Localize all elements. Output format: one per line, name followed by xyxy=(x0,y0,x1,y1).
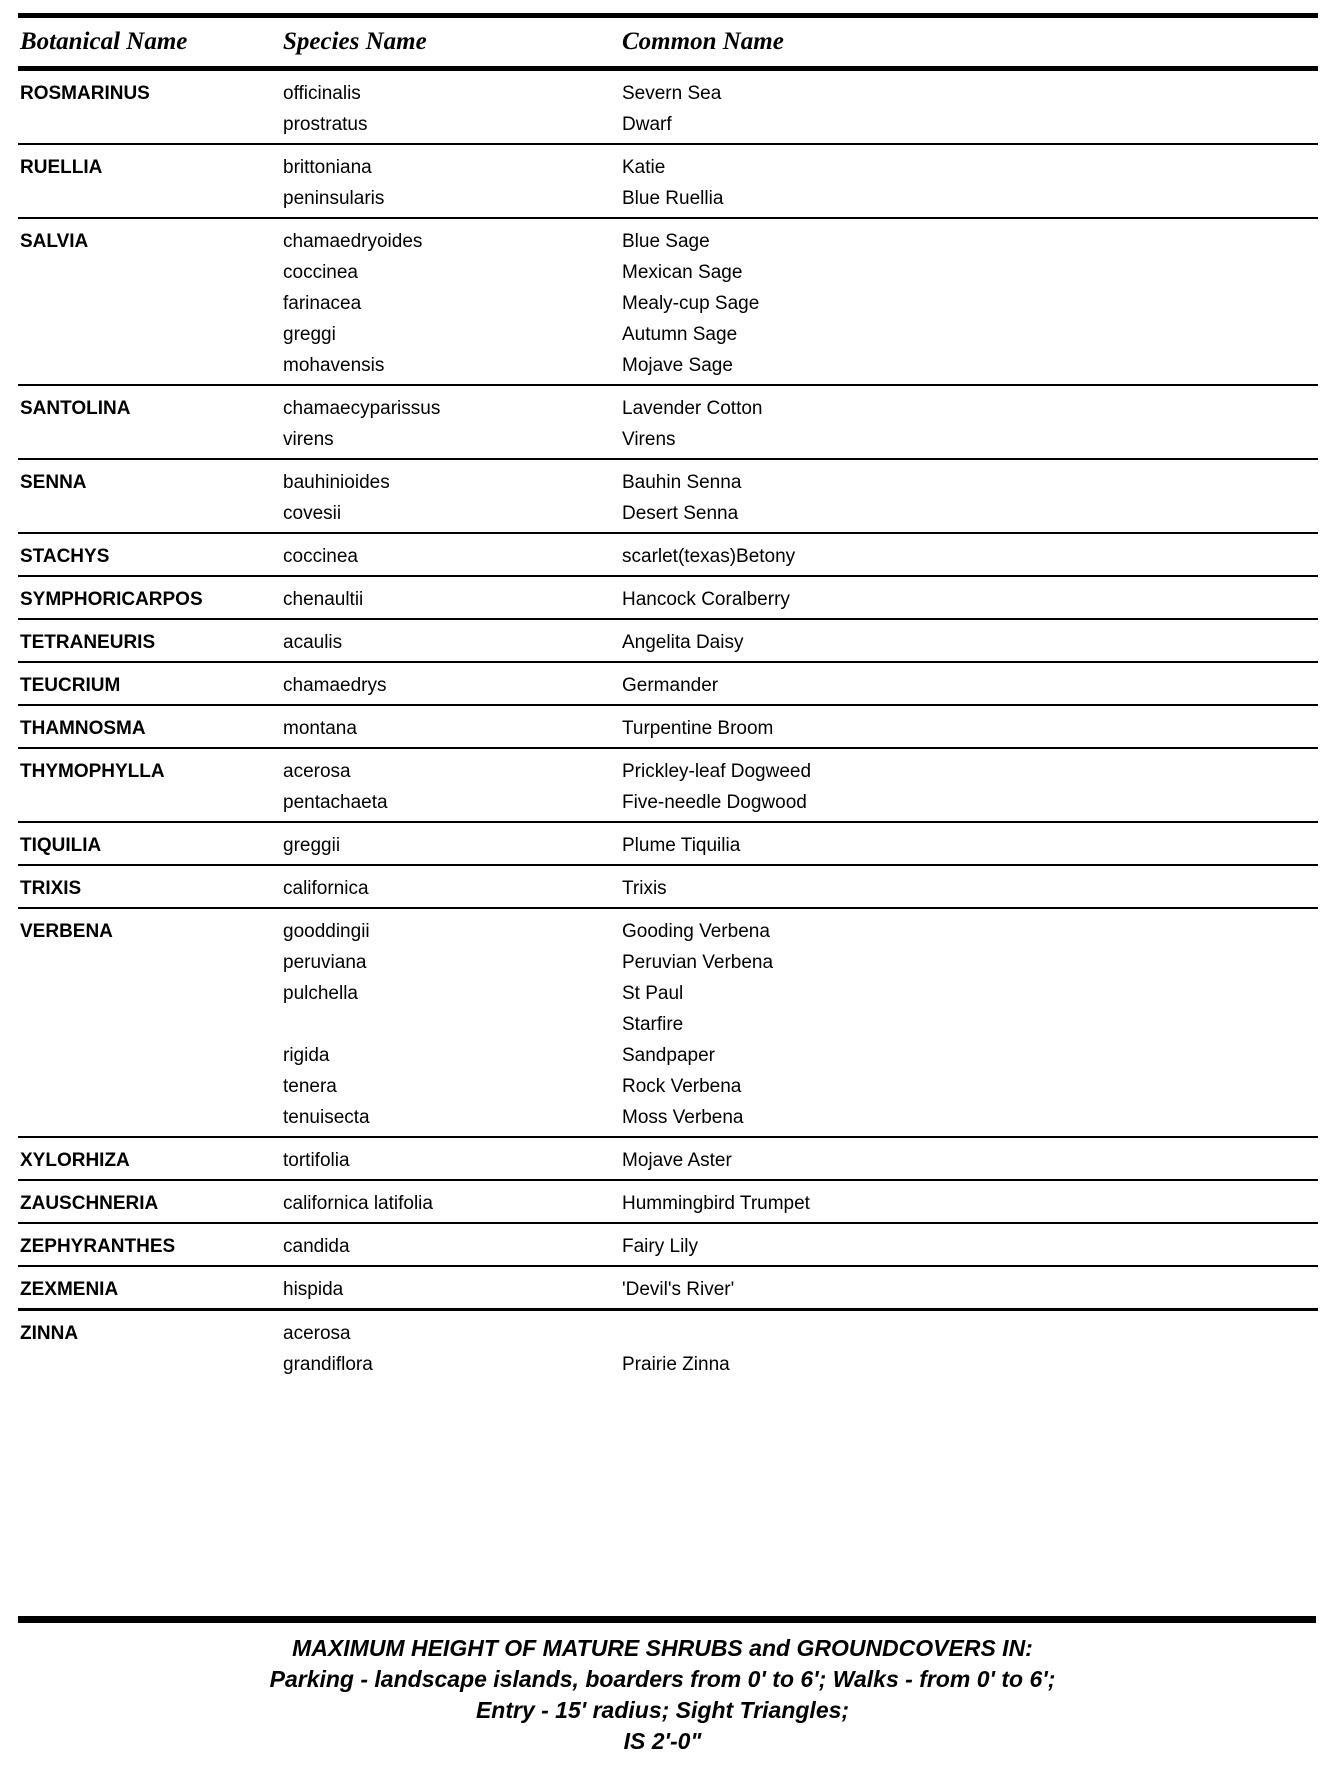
genus-cell: RUELLIA xyxy=(20,157,103,178)
common-name-cell: Rock Verbena xyxy=(622,1076,742,1097)
genus-group xyxy=(18,663,1318,706)
genus-cell xyxy=(18,947,283,978)
table-row xyxy=(18,1231,1318,1262)
genus-cell: THYMOPHYLLA xyxy=(20,761,165,782)
common-name-cell: Peruvian Verbena xyxy=(622,952,774,973)
column-header-common-name: Common Name xyxy=(622,28,784,55)
common-name-cell: Dwarf xyxy=(622,114,672,135)
genus-cell xyxy=(18,257,283,288)
common-name-cell: Turpentine Broom xyxy=(622,718,774,739)
genus-cell xyxy=(18,109,283,140)
genus-cell xyxy=(18,1071,283,1102)
genus-group xyxy=(18,460,1318,534)
genus-cell: ROSMARINUS xyxy=(20,83,150,104)
genus-cell: TIQUILIA xyxy=(20,835,102,856)
common-name-cell: Germander xyxy=(622,675,719,696)
genus-cell xyxy=(18,1102,283,1133)
table-row xyxy=(18,713,1318,744)
species-cell: gooddingii xyxy=(283,921,370,942)
common-name-cell: Moss Verbena xyxy=(622,1107,744,1128)
table-row xyxy=(18,1071,1318,1102)
genus-cell xyxy=(18,978,283,1009)
genus-group xyxy=(18,534,1318,577)
species-cell: pentachaeta xyxy=(283,792,388,813)
table-row xyxy=(18,1145,1318,1176)
table-row xyxy=(18,787,1318,818)
genus-cell: XYLORHIZA xyxy=(20,1150,130,1171)
table-row xyxy=(18,467,1318,498)
species-cell: californica xyxy=(283,878,369,899)
table-row xyxy=(18,424,1318,455)
genus-cell: SANTOLINA xyxy=(20,398,131,419)
species-cell: chamaecyparissus xyxy=(283,398,441,419)
table-row xyxy=(18,226,1318,257)
footer-top-border xyxy=(18,1616,1316,1623)
genus-cell: VERBENA xyxy=(20,921,113,942)
genus-cell: ZEPHYRANTHES xyxy=(20,1236,176,1257)
species-cell: tenuisecta xyxy=(283,1107,370,1128)
common-name-cell: Gooding Verbena xyxy=(622,921,770,942)
species-cell: peruviana xyxy=(283,952,367,973)
table-row xyxy=(18,288,1318,319)
table-row xyxy=(18,916,1318,947)
species-cell: greggi xyxy=(283,324,336,345)
species-cell: acerosa xyxy=(283,761,351,782)
common-name-cell: Mealy-cup Sage xyxy=(622,293,760,314)
genus-cell xyxy=(18,288,283,319)
column-header-botanical-name: Botanical Name xyxy=(20,28,188,55)
table-row xyxy=(18,498,1318,529)
common-name-cell: Angelita Daisy xyxy=(622,632,744,653)
common-name-cell: Plume Tiquilia xyxy=(622,835,741,856)
table-row xyxy=(18,393,1318,424)
plant-table xyxy=(18,13,1318,1383)
table-row xyxy=(18,670,1318,701)
species-cell: acaulis xyxy=(283,632,343,653)
species-cell: hispida xyxy=(283,1279,344,1300)
footer-line-4: IS 2'-0" xyxy=(623,1728,702,1754)
common-name-cell: Sandpaper xyxy=(622,1045,715,1066)
genus-cell: SENNA xyxy=(20,472,87,493)
genus-cell xyxy=(18,1349,283,1380)
common-name-cell: Desert Senna xyxy=(622,503,739,524)
species-cell: bauhinioides xyxy=(283,472,390,493)
species-cell: acerosa xyxy=(283,1323,351,1344)
table-row xyxy=(18,152,1318,183)
common-name-cell: St Paul xyxy=(622,983,684,1004)
table-row xyxy=(18,1274,1318,1305)
genus-cell: THAMNOSMA xyxy=(20,718,146,739)
genus-cell xyxy=(18,350,283,381)
genus-cell xyxy=(18,1009,283,1040)
footer-line-3: Entry - 15' radius; Sight Triangles; xyxy=(475,1697,850,1723)
common-name-cell: Autumn Sage xyxy=(622,324,738,345)
table-row xyxy=(18,1102,1318,1133)
table-row xyxy=(18,183,1318,214)
species-cell: tortifolia xyxy=(283,1150,350,1171)
common-name-cell: Hummingbird Trumpet xyxy=(622,1193,810,1214)
common-name-cell: Mojave Sage xyxy=(622,355,733,376)
genus-cell xyxy=(18,183,283,214)
footer-line-2: Parking - landscape islands, boarders from 0' to 6'; Walks - from 0' to 6'; xyxy=(269,1666,1056,1692)
genus-group xyxy=(18,386,1318,460)
genus-group xyxy=(18,219,1318,386)
common-name-cell xyxy=(622,1318,1318,1349)
common-name-cell: Blue Ruellia xyxy=(622,188,724,209)
species-cell: peninsularis xyxy=(283,188,385,209)
table-row xyxy=(18,873,1318,904)
table-row xyxy=(18,627,1318,658)
common-name-cell: Trixis xyxy=(622,878,667,899)
genus-cell xyxy=(18,1040,283,1071)
common-name-cell: Bauhin Senna xyxy=(622,472,742,493)
table-row xyxy=(18,1349,1318,1380)
genus-group xyxy=(18,1138,1318,1181)
genus-group xyxy=(18,909,1318,1138)
table-row xyxy=(18,1318,1318,1349)
common-name-cell: Virens xyxy=(622,429,676,450)
common-name-cell: Lavender Cotton xyxy=(622,398,763,419)
common-name-cell: Hancock Coralberry xyxy=(622,589,790,610)
common-name-cell: Mexican Sage xyxy=(622,262,743,283)
species-cell: chamaedrys xyxy=(283,675,387,696)
table-row xyxy=(18,756,1318,787)
species-cell: greggii xyxy=(283,835,341,856)
species-cell: montana xyxy=(283,718,357,739)
genus-cell xyxy=(18,424,283,455)
table-row xyxy=(18,350,1318,381)
genus-group xyxy=(18,1181,1318,1224)
genus-cell: TRIXIS xyxy=(20,878,82,899)
species-cell xyxy=(283,1009,622,1040)
species-cell: coccinea xyxy=(283,546,358,567)
common-name-cell: scarlet(texas)Betony xyxy=(622,546,796,567)
genus-group xyxy=(18,866,1318,909)
species-cell: chenaultii xyxy=(283,589,364,610)
table-header-row xyxy=(18,18,1318,66)
genus-cell: TETRANEURIS xyxy=(20,632,156,653)
genus-cell: STACHYS xyxy=(20,546,110,567)
table-row xyxy=(18,1188,1318,1219)
table-row xyxy=(18,947,1318,978)
species-cell: tenera xyxy=(283,1076,337,1097)
species-cell: grandiflora xyxy=(283,1354,373,1375)
genus-group xyxy=(18,1267,1318,1311)
common-name-cell: Fairy Lily xyxy=(622,1236,699,1257)
footer-line-1: MAXIMUM HEIGHT OF MATURE SHRUBS and GROUNDCOVERS IN: xyxy=(292,1635,1033,1661)
genus-group xyxy=(18,71,1318,145)
common-name-cell: Prairie Zinna xyxy=(622,1354,730,1375)
common-name-cell: Five-needle Dogwood xyxy=(622,792,807,813)
species-cell: chamaedryoides xyxy=(283,231,423,252)
genus-group xyxy=(18,620,1318,663)
common-name-cell: Severn Sea xyxy=(622,83,722,104)
genus-group xyxy=(18,577,1318,620)
genus-cell: TEUCRIUM xyxy=(20,675,121,696)
table-row xyxy=(18,257,1318,288)
genus-group xyxy=(18,1311,1318,1383)
genus-group xyxy=(18,1224,1318,1267)
table-row xyxy=(18,109,1318,140)
genus-cell: SYMPHORICARPOS xyxy=(20,589,203,610)
table-row xyxy=(18,1009,1318,1040)
genus-group xyxy=(18,145,1318,219)
table-body xyxy=(18,71,1318,1383)
genus-group xyxy=(18,823,1318,866)
species-cell: pulchella xyxy=(283,983,358,1004)
species-cell: coccinea xyxy=(283,262,358,283)
table-row xyxy=(18,78,1318,109)
species-cell: officinalis xyxy=(283,83,361,104)
table-row xyxy=(18,319,1318,350)
common-name-cell: Starfire xyxy=(622,1014,684,1035)
genus-cell: ZEXMENIA xyxy=(20,1279,119,1300)
species-cell: brittoniana xyxy=(283,157,372,178)
table-row xyxy=(18,1040,1318,1071)
species-cell: candida xyxy=(283,1236,350,1257)
common-name-cell: Mojave Aster xyxy=(622,1150,732,1171)
genus-group xyxy=(18,706,1318,749)
species-cell: covesii xyxy=(283,503,342,524)
genus-group xyxy=(18,749,1318,823)
species-cell: mohavensis xyxy=(283,355,385,376)
species-cell: virens xyxy=(283,429,334,450)
table-row xyxy=(18,541,1318,572)
table-row xyxy=(18,978,1318,1009)
common-name-cell: Blue Sage xyxy=(622,231,710,252)
species-cell: californica latifolia xyxy=(283,1193,433,1214)
genus-cell: ZINNA xyxy=(20,1323,79,1344)
column-header-species-name: Species Name xyxy=(283,28,427,55)
common-name-cell: Katie xyxy=(622,157,666,178)
genus-cell: SALVIA xyxy=(20,231,89,252)
table-row xyxy=(18,830,1318,861)
common-name-cell: 'Devil's River' xyxy=(622,1279,735,1300)
genus-cell: ZAUSCHNERIA xyxy=(20,1193,159,1214)
common-name-cell: Prickley-leaf Dogweed xyxy=(622,761,812,782)
genus-cell xyxy=(18,787,283,818)
species-cell: rigida xyxy=(283,1045,330,1066)
genus-cell xyxy=(18,498,283,529)
footer-note xyxy=(0,1633,1325,1757)
genus-cell xyxy=(18,319,283,350)
species-cell: prostratus xyxy=(283,114,368,135)
table-row xyxy=(18,584,1318,615)
species-cell: farinacea xyxy=(283,293,362,314)
